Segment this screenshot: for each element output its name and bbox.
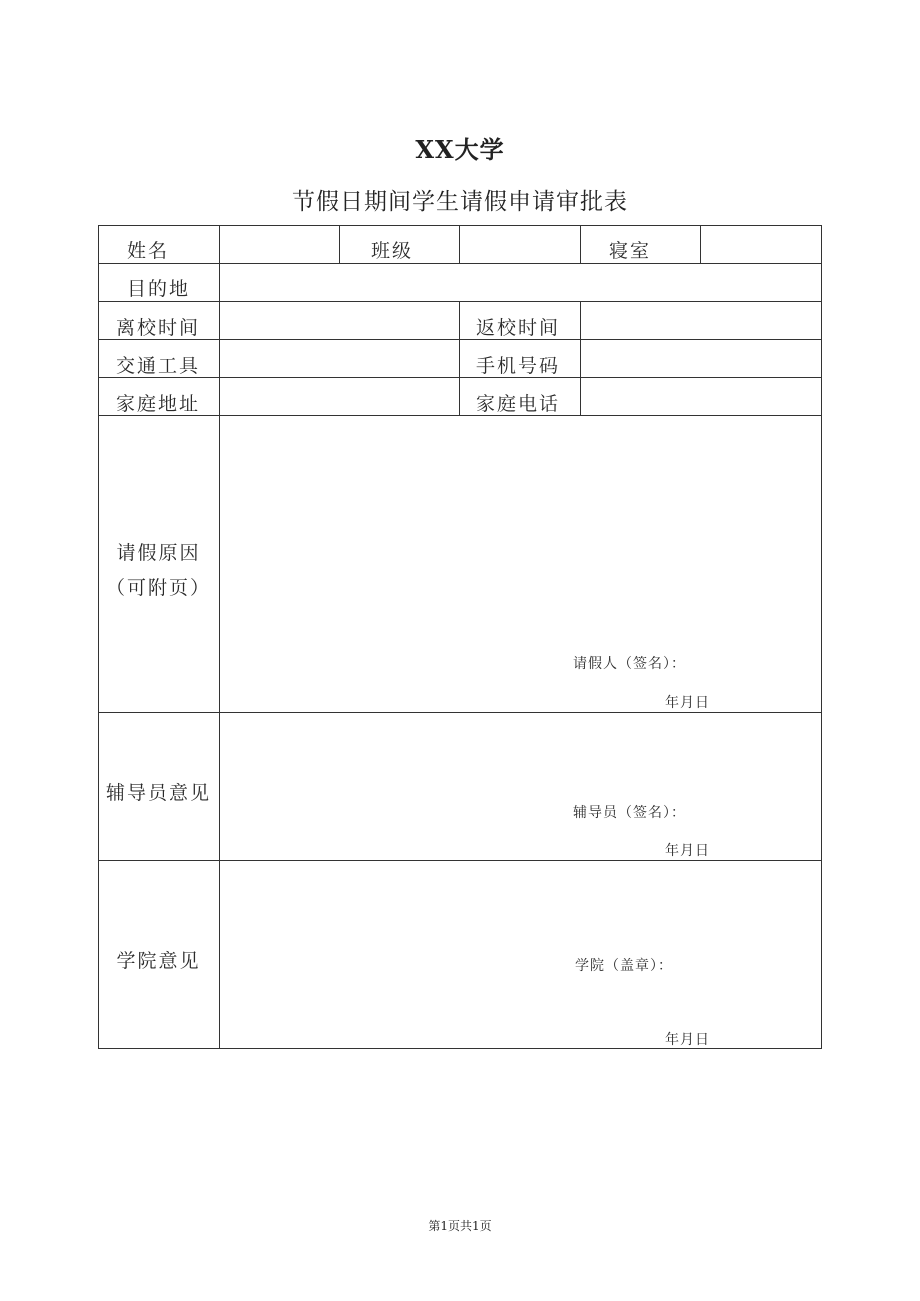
phone-label: 手机号码 [476,355,561,377]
class-label: 班级 [371,240,414,262]
return-time-label: 返校时间 [476,317,561,339]
column-divider [459,301,460,415]
address-label: 家庭地址 [116,393,201,415]
counselor-signature-label: 辅导员（签名）： [573,805,686,821]
transport-field[interactable] [220,340,459,377]
name-field[interactable] [220,226,339,263]
college-opinion-label: 学院意见 [116,950,201,972]
leave-time-label: 离校时间 [116,317,201,339]
approval-form-table [98,225,822,1049]
table-border-bottom [98,1048,822,1049]
name-label: 姓名 [127,240,170,262]
destination-label: 目的地 [127,278,191,300]
leave-time-field[interactable] [220,302,459,339]
transport-label: 交通工具 [116,355,201,377]
dorm-field[interactable] [701,226,821,263]
counselor-date-label: 年月日 [665,843,710,859]
page-number: 第1页共1页 [428,1219,492,1233]
applicant-date-label: 年月日 [665,695,710,711]
address-field[interactable] [220,378,459,415]
counselor-opinion-label: 辅导员意见 [105,782,211,804]
university-title: XX大学 [415,135,505,164]
college-seal-label: 学院（盖章）： [575,958,673,974]
class-field[interactable] [460,226,580,263]
home-phone-label: 家庭电话 [476,393,561,415]
reason-attachment-note: （可附页） [105,577,211,599]
reason-field[interactable] [220,416,821,646]
phone-field[interactable] [581,340,821,377]
counselor-opinion-field[interactable] [220,713,821,798]
home-phone-field[interactable] [581,378,821,415]
applicant-signature-label: 请假人（签名）： [573,656,686,672]
table-border-left [98,225,99,1049]
college-opinion-field[interactable] [220,861,821,951]
dorm-label: 寝室 [609,240,652,262]
table-border-right [821,225,822,1049]
reason-label: 请假原因 [116,542,201,564]
destination-field[interactable] [220,264,821,301]
column-divider [339,225,340,263]
college-date-label: 年月日 [665,1032,710,1048]
form-title: 节假日期间学生请假申请审批表 [292,189,628,215]
column-divider [580,225,581,263]
return-time-field[interactable] [581,302,821,339]
